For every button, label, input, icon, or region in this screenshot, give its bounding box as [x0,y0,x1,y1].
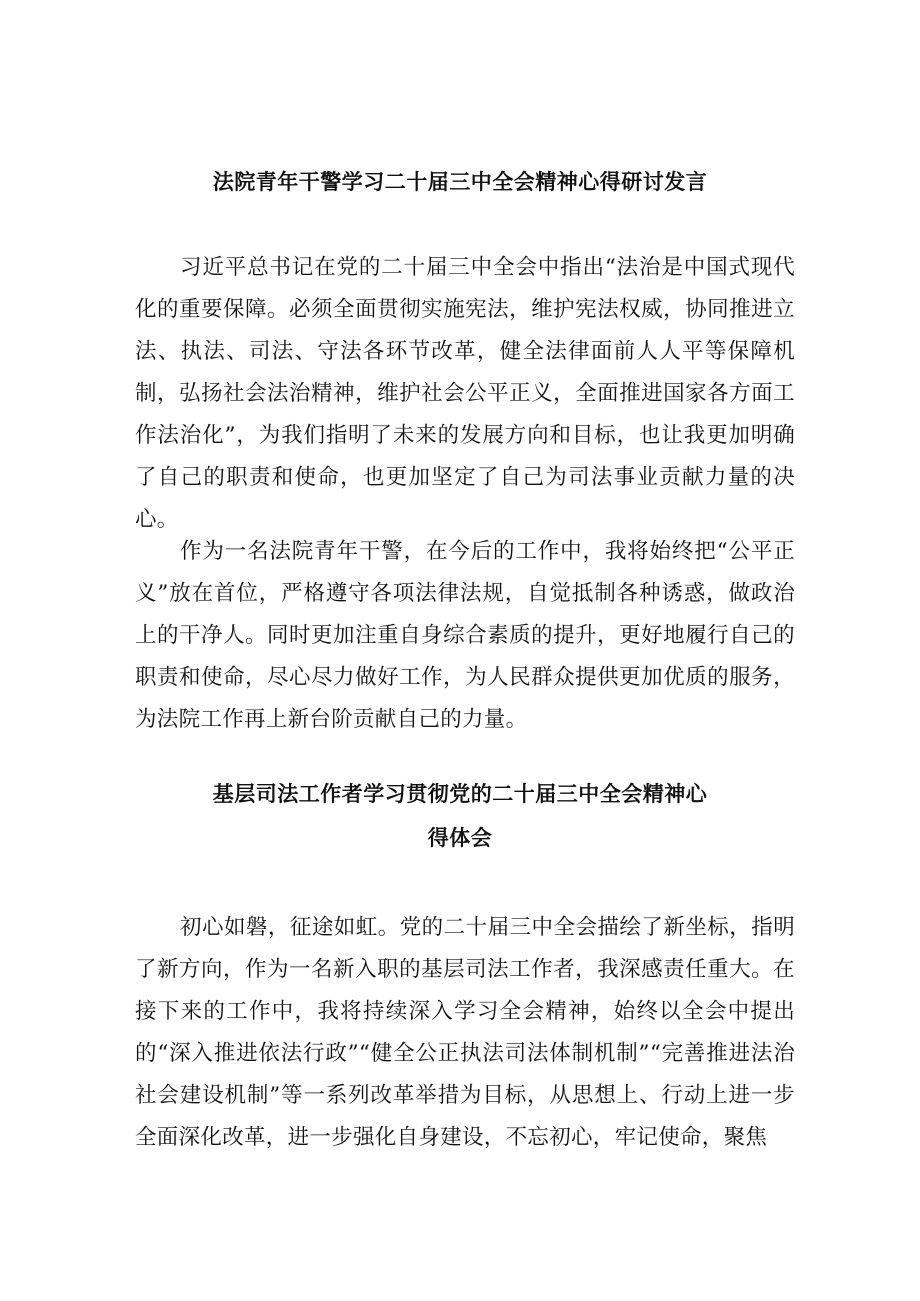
section-2-paragraph-1: 初心如磐，征途如虹。党的二十届三中全会描绘了新坐标，指明了新方向，作为一名新入职的基层司法工作者，我深感责任重大。在接下来的工作中，我将持续深入学习全会精神，始终以全会中提出的“深入推进依法行政”“健全公正执法司法体制机制”“完善推进法治社会建设机制”等一系列改革举措为目标，从思想上、行动上进一步全面深化改革，进一步强化自身建设，不忘初心，牢记使命，聚焦 [135,915,795,1150]
section-1-paragraph-1: 习近平总书记在党的二十届三中全会中指出“法治是中国式现代化的重要保障。必须全面贯彻实施宪法，维护宪法权威，协同推进立法、执法、司法、守法各环节改革，健全法律面前人人平等保障机制，弘扬社会法治精神，维护社会公平正义，全面推进国家各方面工作法治化”，为我们指明了未来的发展方向和目标，也让我更加明确了自己的职责和使命，也更加坚定了自己为司法事业贡献力量的决心。 [135,255,795,532]
section-1-title: 法院青年干警学习二十届三中全会精神心得研讨发言 [212,170,708,194]
section-2-title-line-2: 得体会 [427,826,493,850]
section-2-title-line-1: 基层司法工作者学习贯彻党的二十届三中全会精神心 [212,782,708,806]
section-1-paragraph-2: 作为一名法院青年干警，在今后的工作中，我将始终把“公平正义”放在首位，严格遵守各项法律法规，自觉抵制各种诱惑，做政治上的干净人。同时更加注重自身综合素质的提升，更好地履行自己的职责和使命，尽心尽力做好工作，为人民群众提供更加优质的服务，为法院工作再上新台阶贡献自己的力量。 [135,539,795,732]
section-2-title [0,772,920,860]
